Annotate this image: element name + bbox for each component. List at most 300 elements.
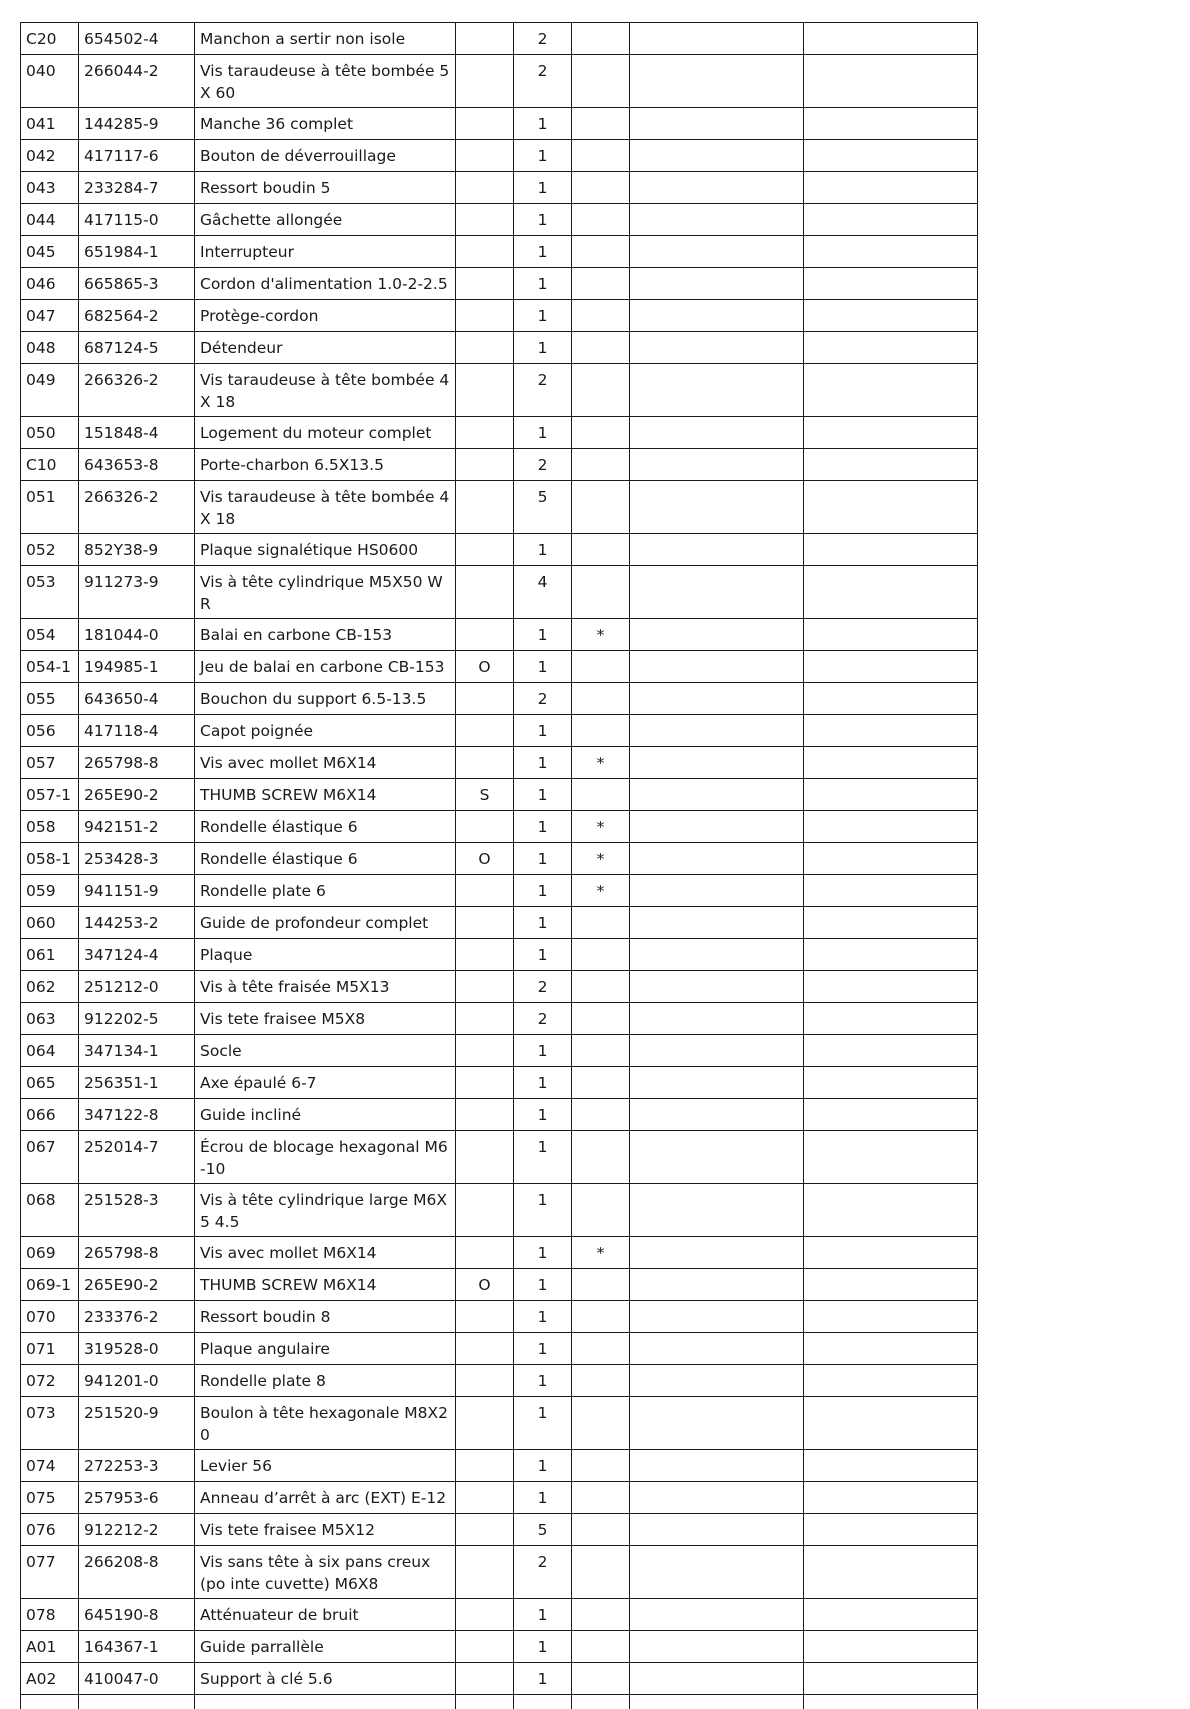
empty-cell xyxy=(195,1695,456,1709)
item-number-cell: 052 xyxy=(21,534,79,566)
empty-cell xyxy=(804,534,978,566)
mark-cell xyxy=(572,417,630,449)
mark-cell xyxy=(572,534,630,566)
part-number-cell: 911273-9 xyxy=(79,566,195,619)
quantity-cell: 1 xyxy=(514,1131,572,1184)
quantity-cell: 1 xyxy=(514,417,572,449)
description-cell: Vis taraudeuse à tête bombée 4X 18 xyxy=(195,364,456,417)
empty-cell xyxy=(630,268,804,300)
type-cell xyxy=(456,364,514,417)
description-cell: Ressort boudin 8 xyxy=(195,1301,456,1333)
quantity-cell: 2 xyxy=(514,364,572,417)
type-cell xyxy=(456,1003,514,1035)
quantity-cell: 2 xyxy=(514,683,572,715)
table-row xyxy=(21,236,978,268)
mark-cell xyxy=(572,1397,630,1450)
quantity-cell: 1 xyxy=(514,1482,572,1514)
empty-cell xyxy=(804,1514,978,1546)
description-cell: Vis à tête cylindrique large M6X5 4.5 xyxy=(195,1184,456,1237)
quantity-cell: 1 xyxy=(514,268,572,300)
item-number-cell: 063 xyxy=(21,1003,79,1035)
empty-cell xyxy=(804,1099,978,1131)
description-cell: Rondelle plate 8 xyxy=(195,1365,456,1397)
description-cell: THUMB SCREW M6X14 xyxy=(195,779,456,811)
empty-cell xyxy=(630,534,804,566)
description-cell: Bouton de déverrouillage xyxy=(195,140,456,172)
empty-cell xyxy=(630,843,804,875)
table-row xyxy=(21,747,978,779)
item-number-cell: 064 xyxy=(21,1035,79,1067)
table-row xyxy=(21,108,978,140)
part-number-cell: 272253-3 xyxy=(79,1450,195,1482)
description-cell: Guide incliné xyxy=(195,1099,456,1131)
type-cell xyxy=(456,939,514,971)
quantity-cell: 1 xyxy=(514,907,572,939)
empty-cell xyxy=(630,566,804,619)
quantity-cell: 1 xyxy=(514,1269,572,1301)
empty-cell xyxy=(804,1237,978,1269)
empty-cell xyxy=(630,55,804,108)
part-number-cell: 265798-8 xyxy=(79,1237,195,1269)
empty-cell xyxy=(630,1003,804,1035)
mark-cell xyxy=(572,683,630,715)
part-number-cell: 347122-8 xyxy=(79,1099,195,1131)
part-number-cell: 417118-4 xyxy=(79,715,195,747)
empty-cell xyxy=(630,939,804,971)
mark-cell xyxy=(572,651,630,683)
empty-cell xyxy=(804,417,978,449)
quantity-cell: 1 xyxy=(514,236,572,268)
empty-cell xyxy=(630,1301,804,1333)
empty-cell xyxy=(804,566,978,619)
item-number-cell: A01 xyxy=(21,1631,79,1663)
part-number-cell: 251528-3 xyxy=(79,1184,195,1237)
empty-cell xyxy=(804,481,978,534)
description-cell: Guide parrallèle xyxy=(195,1631,456,1663)
table-row xyxy=(21,1067,978,1099)
empty-cell xyxy=(804,1482,978,1514)
empty-cell xyxy=(804,449,978,481)
type-cell xyxy=(456,236,514,268)
empty-cell xyxy=(804,811,978,843)
part-number-cell: 253428-3 xyxy=(79,843,195,875)
quantity-cell: 1 xyxy=(514,1599,572,1631)
table-row xyxy=(21,843,978,875)
type-cell xyxy=(456,907,514,939)
table-row xyxy=(21,651,978,683)
type-cell xyxy=(456,1184,514,1237)
empty-cell xyxy=(804,268,978,300)
part-number-cell: 151848-4 xyxy=(79,417,195,449)
type-cell xyxy=(456,1237,514,1269)
item-number-cell: 062 xyxy=(21,971,79,1003)
description-cell: Ressort boudin 5 xyxy=(195,172,456,204)
mark-cell xyxy=(572,1514,630,1546)
empty-cell xyxy=(630,204,804,236)
table-row xyxy=(21,939,978,971)
mark-cell xyxy=(572,1035,630,1067)
description-cell: Vis taraudeuse à tête bombée 5X 60 xyxy=(195,55,456,108)
item-number-cell: 045 xyxy=(21,236,79,268)
empty-cell xyxy=(804,939,978,971)
empty-cell xyxy=(804,55,978,108)
description-cell: Interrupteur xyxy=(195,236,456,268)
empty-cell xyxy=(804,1631,978,1663)
type-cell xyxy=(456,268,514,300)
empty-cell xyxy=(804,1450,978,1482)
empty-cell xyxy=(804,651,978,683)
item-number-cell: 055 xyxy=(21,683,79,715)
empty-cell xyxy=(514,1695,572,1709)
empty-cell xyxy=(804,236,978,268)
item-number-cell: 068 xyxy=(21,1184,79,1237)
description-cell: Axe épaulé 6-7 xyxy=(195,1067,456,1099)
empty-cell xyxy=(630,1099,804,1131)
table-row xyxy=(21,971,978,1003)
mark-cell: * xyxy=(572,811,630,843)
item-number-cell: 073 xyxy=(21,1397,79,1450)
table-row xyxy=(21,875,978,907)
table-row xyxy=(21,1099,978,1131)
table-row xyxy=(21,268,978,300)
part-number-cell: 417115-0 xyxy=(79,204,195,236)
empty-cell xyxy=(630,449,804,481)
type-cell: O xyxy=(456,843,514,875)
table-row xyxy=(21,449,978,481)
type-cell xyxy=(456,566,514,619)
mark-cell xyxy=(572,300,630,332)
table-row xyxy=(21,172,978,204)
description-cell: Vis tete fraisee M5X12 xyxy=(195,1514,456,1546)
empty-cell xyxy=(630,907,804,939)
mark-cell xyxy=(572,715,630,747)
description-cell: Plaque signalétique HS0600 xyxy=(195,534,456,566)
item-number-cell: 058 xyxy=(21,811,79,843)
empty-cell xyxy=(804,300,978,332)
part-number-cell: 251212-0 xyxy=(79,971,195,1003)
description-cell: Vis à tête cylindrique M5X50 WR xyxy=(195,566,456,619)
mark-cell xyxy=(572,172,630,204)
mark-cell xyxy=(572,1631,630,1663)
quantity-cell: 1 xyxy=(514,1631,572,1663)
description-cell: Manchon a sertir non isole xyxy=(195,23,456,55)
description-cell: Atténuateur de bruit xyxy=(195,1599,456,1631)
description-cell: Porte-charbon 6.5X13.5 xyxy=(195,449,456,481)
mark-cell: * xyxy=(572,843,630,875)
part-number-cell: 643650-4 xyxy=(79,683,195,715)
part-number-cell: 252014-7 xyxy=(79,1131,195,1184)
quantity-cell: 1 xyxy=(514,108,572,140)
empty-cell xyxy=(630,811,804,843)
table-row xyxy=(21,1237,978,1269)
table-row xyxy=(21,1514,978,1546)
type-cell xyxy=(456,1035,514,1067)
part-number-cell: 164367-1 xyxy=(79,1631,195,1663)
empty-cell xyxy=(630,332,804,364)
part-number-cell: 651984-1 xyxy=(79,236,195,268)
quantity-cell: 1 xyxy=(514,843,572,875)
empty-cell xyxy=(804,332,978,364)
item-number-cell: 075 xyxy=(21,1482,79,1514)
item-number-cell: 054-1 xyxy=(21,651,79,683)
table-row xyxy=(21,140,978,172)
item-number-cell: 066 xyxy=(21,1099,79,1131)
item-number-cell: 044 xyxy=(21,204,79,236)
quantity-cell: 1 xyxy=(514,651,572,683)
item-number-cell: C20 xyxy=(21,23,79,55)
part-number-cell: 319528-0 xyxy=(79,1333,195,1365)
mark-cell xyxy=(572,268,630,300)
item-number-cell: 077 xyxy=(21,1546,79,1599)
part-number-cell: 347134-1 xyxy=(79,1035,195,1067)
description-cell: Levier 56 xyxy=(195,1450,456,1482)
description-cell: Socle xyxy=(195,1035,456,1067)
table-row xyxy=(21,1663,978,1695)
empty-cell xyxy=(804,1663,978,1695)
mark-cell: * xyxy=(572,619,630,651)
item-number-cell: 056 xyxy=(21,715,79,747)
item-number-cell: C10 xyxy=(21,449,79,481)
type-cell xyxy=(456,449,514,481)
quantity-cell: 1 xyxy=(514,300,572,332)
quantity-cell: 1 xyxy=(514,1099,572,1131)
item-number-cell: 040 xyxy=(21,55,79,108)
empty-cell xyxy=(804,971,978,1003)
table-row xyxy=(21,204,978,236)
type-cell xyxy=(456,683,514,715)
empty-cell xyxy=(804,1035,978,1067)
empty-cell xyxy=(804,1301,978,1333)
empty-cell xyxy=(630,364,804,417)
part-number-cell: 256351-1 xyxy=(79,1067,195,1099)
table-row xyxy=(21,683,978,715)
description-cell: Logement du moteur complet xyxy=(195,417,456,449)
mark-cell xyxy=(572,1663,630,1695)
quantity-cell: 2 xyxy=(514,1546,572,1599)
empty-cell xyxy=(804,1397,978,1450)
item-number-cell: 057 xyxy=(21,747,79,779)
empty-cell xyxy=(804,715,978,747)
empty-cell xyxy=(804,1365,978,1397)
part-number-cell: 181044-0 xyxy=(79,619,195,651)
empty-cell xyxy=(630,1067,804,1099)
description-cell: Support à clé 5.6 xyxy=(195,1663,456,1695)
item-number-cell: 072 xyxy=(21,1365,79,1397)
table-row xyxy=(21,55,978,108)
mark-cell: * xyxy=(572,875,630,907)
quantity-cell: 1 xyxy=(514,1301,572,1333)
table-row xyxy=(21,811,978,843)
quantity-cell: 1 xyxy=(514,619,572,651)
mark-cell xyxy=(572,1546,630,1599)
item-number-cell: 050 xyxy=(21,417,79,449)
quantity-cell: 2 xyxy=(514,971,572,1003)
mark-cell xyxy=(572,1482,630,1514)
description-cell: Plaque xyxy=(195,939,456,971)
type-cell: O xyxy=(456,651,514,683)
type-cell xyxy=(456,1482,514,1514)
item-number-cell: 061 xyxy=(21,939,79,971)
type-cell xyxy=(456,300,514,332)
table-row-continuation xyxy=(21,1695,978,1709)
table-row xyxy=(21,1450,978,1482)
mark-cell xyxy=(572,364,630,417)
empty-cell xyxy=(630,23,804,55)
quantity-cell: 1 xyxy=(514,811,572,843)
item-number-cell: 070 xyxy=(21,1301,79,1333)
empty-cell xyxy=(804,140,978,172)
part-number-cell: 257953-6 xyxy=(79,1482,195,1514)
type-cell xyxy=(456,23,514,55)
item-number-cell: 046 xyxy=(21,268,79,300)
table-row xyxy=(21,1599,978,1631)
description-cell: Vis sans tête à six pans creux (po inte cuvette) M6X8 xyxy=(195,1546,456,1599)
empty-cell xyxy=(630,172,804,204)
item-number-cell: 076 xyxy=(21,1514,79,1546)
quantity-cell: 1 xyxy=(514,1035,572,1067)
item-number-cell: 069-1 xyxy=(21,1269,79,1301)
empty-cell xyxy=(804,108,978,140)
table-row xyxy=(21,481,978,534)
part-number-cell: 144285-9 xyxy=(79,108,195,140)
item-number-cell: A02 xyxy=(21,1663,79,1695)
type-cell xyxy=(456,332,514,364)
empty-cell xyxy=(630,1514,804,1546)
mark-cell xyxy=(572,779,630,811)
parts-list-table xyxy=(20,22,978,1709)
description-cell: Balai en carbone CB-153 xyxy=(195,619,456,651)
empty-cell xyxy=(572,1695,630,1709)
empty-cell xyxy=(630,651,804,683)
description-cell: THUMB SCREW M6X14 xyxy=(195,1269,456,1301)
empty-cell xyxy=(804,619,978,651)
empty-cell xyxy=(804,875,978,907)
part-number-cell: 265E90-2 xyxy=(79,779,195,811)
empty-cell xyxy=(630,1397,804,1450)
type-cell xyxy=(456,1131,514,1184)
part-number-cell: 687124-5 xyxy=(79,332,195,364)
description-cell: Manche 36 complet xyxy=(195,108,456,140)
quantity-cell: 2 xyxy=(514,55,572,108)
empty-cell xyxy=(630,1546,804,1599)
item-number-cell: 058-1 xyxy=(21,843,79,875)
quantity-cell: 5 xyxy=(514,1514,572,1546)
table-row xyxy=(21,23,978,55)
part-number-cell: 347124-4 xyxy=(79,939,195,971)
empty-cell xyxy=(630,1237,804,1269)
quantity-cell: 1 xyxy=(514,1333,572,1365)
description-cell: Écrou de blocage hexagonal M6-10 xyxy=(195,1131,456,1184)
item-number-cell: 048 xyxy=(21,332,79,364)
mark-cell xyxy=(572,907,630,939)
empty-cell xyxy=(804,1269,978,1301)
description-cell: Vis avec mollet M6X14 xyxy=(195,1237,456,1269)
table-row xyxy=(21,300,978,332)
item-number-cell: 065 xyxy=(21,1067,79,1099)
quantity-cell: 1 xyxy=(514,715,572,747)
type-cell xyxy=(456,971,514,1003)
quantity-cell: 2 xyxy=(514,1003,572,1035)
description-cell: Vis avec mollet M6X14 xyxy=(195,747,456,779)
part-number-cell: 654502-4 xyxy=(79,23,195,55)
mark-cell xyxy=(572,55,630,108)
quantity-cell: 1 xyxy=(514,875,572,907)
type-cell xyxy=(456,108,514,140)
type-cell xyxy=(456,1631,514,1663)
mark-cell xyxy=(572,1003,630,1035)
item-number-cell: 071 xyxy=(21,1333,79,1365)
quantity-cell: 1 xyxy=(514,204,572,236)
empty-cell xyxy=(804,364,978,417)
type-cell xyxy=(456,811,514,843)
table-row xyxy=(21,1333,978,1365)
table-row xyxy=(21,1482,978,1514)
type-cell xyxy=(456,1514,514,1546)
item-number-cell: 057-1 xyxy=(21,779,79,811)
item-number-cell: 047 xyxy=(21,300,79,332)
type-cell xyxy=(456,1663,514,1695)
type-cell xyxy=(456,1599,514,1631)
mark-cell xyxy=(572,566,630,619)
item-number-cell: 069 xyxy=(21,1237,79,1269)
description-cell: Plaque angulaire xyxy=(195,1333,456,1365)
quantity-cell: 1 xyxy=(514,1237,572,1269)
part-number-cell: 265E90-2 xyxy=(79,1269,195,1301)
type-cell xyxy=(456,747,514,779)
item-number-cell: 067 xyxy=(21,1131,79,1184)
empty-cell xyxy=(804,1131,978,1184)
empty-cell xyxy=(630,1631,804,1663)
empty-cell xyxy=(630,1333,804,1365)
item-number-cell: 074 xyxy=(21,1450,79,1482)
mark-cell xyxy=(572,332,630,364)
mark-cell: * xyxy=(572,747,630,779)
table-row xyxy=(21,1003,978,1035)
description-cell: Jeu de balai en carbone CB-153 xyxy=(195,651,456,683)
quantity-cell: 4 xyxy=(514,566,572,619)
empty-cell xyxy=(630,715,804,747)
empty-cell xyxy=(21,1695,79,1709)
table-row xyxy=(21,1301,978,1333)
empty-cell xyxy=(804,1003,978,1035)
quantity-cell: 1 xyxy=(514,1450,572,1482)
type-cell xyxy=(456,1067,514,1099)
table-row xyxy=(21,1397,978,1450)
empty-cell xyxy=(630,619,804,651)
table-row xyxy=(21,907,978,939)
empty-cell xyxy=(804,779,978,811)
type-cell xyxy=(456,534,514,566)
part-number-cell: 233284-7 xyxy=(79,172,195,204)
empty-cell xyxy=(630,1482,804,1514)
empty-cell xyxy=(630,1599,804,1631)
part-number-cell: 144253-2 xyxy=(79,907,195,939)
description-cell: Boulon à tête hexagonale M8X20 xyxy=(195,1397,456,1450)
empty-cell xyxy=(630,1035,804,1067)
mark-cell xyxy=(572,1301,630,1333)
type-cell xyxy=(456,619,514,651)
empty-cell xyxy=(804,1184,978,1237)
table-row xyxy=(21,1631,978,1663)
table-row xyxy=(21,715,978,747)
part-number-cell: 912212-2 xyxy=(79,1514,195,1546)
item-number-cell: 060 xyxy=(21,907,79,939)
type-cell xyxy=(456,1397,514,1450)
part-number-cell: 941201-0 xyxy=(79,1365,195,1397)
mark-cell xyxy=(572,236,630,268)
mark-cell xyxy=(572,1269,630,1301)
quantity-cell: 1 xyxy=(514,1397,572,1450)
